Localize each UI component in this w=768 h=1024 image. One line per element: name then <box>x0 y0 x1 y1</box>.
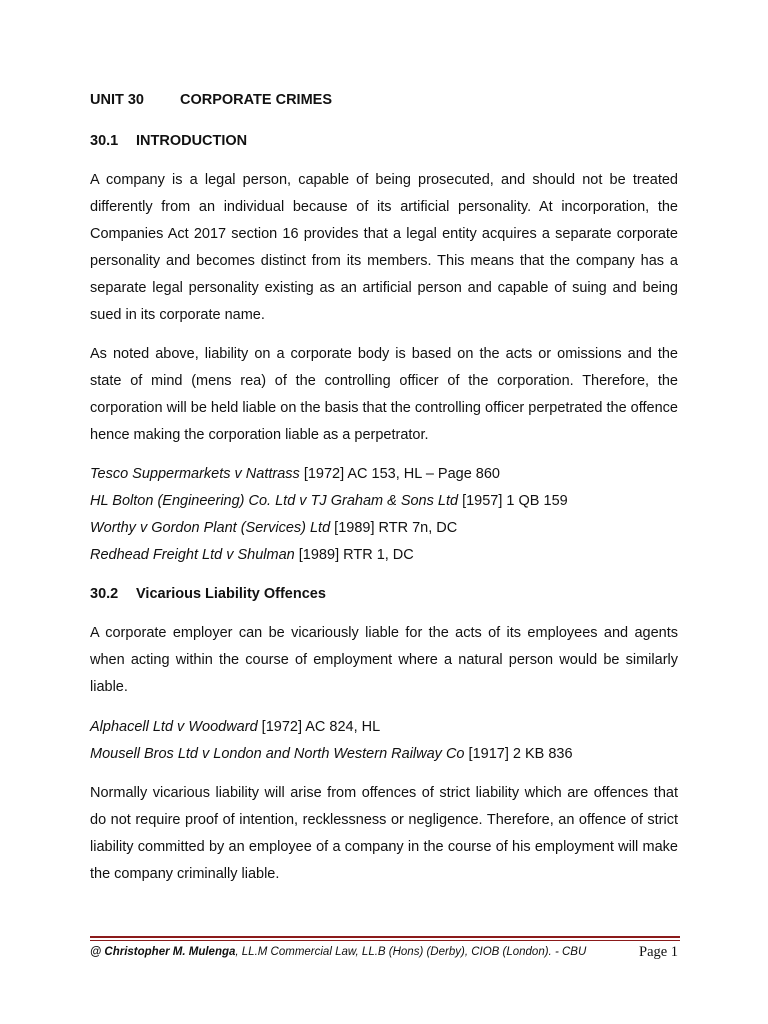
case-citation <box>90 466 690 482</box>
case-name: Redhead Freight Ltd v Shulman <box>90 547 295 563</box>
case-reference: [1989] RTR 1, DC <box>294 547 414 563</box>
footer-divider-thin <box>90 940 680 941</box>
case-reference: [1917] 2 KB 836 <box>464 746 573 762</box>
unit-number: UNIT 30 <box>90 92 144 108</box>
section-heading-introduction <box>90 133 247 149</box>
footer-attribution <box>90 946 586 958</box>
footer-divider <box>90 936 680 938</box>
case-name: Alphacell Ltd v Woodward <box>90 719 258 735</box>
paragraph: A company is a legal person, capable of being prosecuted, and should not be treated differently from an individual because of its artificial personality. At incorporation, the Companies Act 2017 section 16 provides that a legal entity acquires a separate corporate personality and becomes distinct from its members. This means that the company has a separate legal personality existing as an artificial person and capable of suing and being sued in its corporate name. <box>90 172 678 323</box>
footer-credentials: , LL.M Commercial Law, LL.B (Hons) (Derby), CIOB (London). - CBU <box>235 946 587 958</box>
case-reference: [1972] AC 153, HL – Page 860 <box>299 466 500 482</box>
footer-author: @ Christopher M. Mulenga <box>90 946 236 958</box>
section-title: INTRODUCTION <box>136 133 248 149</box>
case-name: Tesco Suppermarkets v Nattrass <box>90 466 300 482</box>
case-citation <box>90 493 690 509</box>
paragraph: A corporate employer can be vicariously liable for the acts of its employees and agents when acting within the course of employment where a natural person would be similarly liable. <box>90 625 678 695</box>
case-reference: [1989] RTR 7n, DC <box>330 520 458 536</box>
section-title: Vicarious Liability Offences <box>136 586 326 602</box>
paragraph: Normally vicarious liability will arise from offences of strict liability which are offences that do not require proof of intention, recklessness or negligence. Therefore, an offence of strict liability committed by an employee of a company in the course of his employment will make the company criminally liable. <box>90 785 678 882</box>
case-citation <box>90 520 690 536</box>
unit-heading <box>90 92 332 108</box>
unit-title: CORPORATE CRIMES <box>180 92 332 108</box>
case-name: HL Bolton (Engineering) Co. Ltd v TJ Graham & Sons Ltd <box>90 493 459 509</box>
case-reference: [1972] AC 824, HL <box>257 719 381 735</box>
case-name: Worthy v Gordon Plant (Services) Ltd <box>90 520 331 536</box>
section-heading-vicarious-liability <box>90 586 326 602</box>
page-number: Page 1 <box>639 944 679 960</box>
case-citation <box>90 547 690 563</box>
case-citation <box>90 719 690 735</box>
case-citation <box>90 746 690 762</box>
case-name: Mousell Bros Ltd v London and North Western Railway Co <box>90 746 465 762</box>
section-number: 30.2 <box>90 586 119 602</box>
paragraph: As noted above, liability on a corporate body is based on the acts or omissions and the state of mind (mens rea) of the controlling officer of the corporation. Therefore, the corporation will be held liable on the basis that the controlling officer perpetrated the offence hence making the corporation liable as a perpetrator. <box>90 346 678 443</box>
case-reference: [1957] 1 QB 159 <box>458 493 568 509</box>
section-number: 30.1 <box>90 133 119 149</box>
